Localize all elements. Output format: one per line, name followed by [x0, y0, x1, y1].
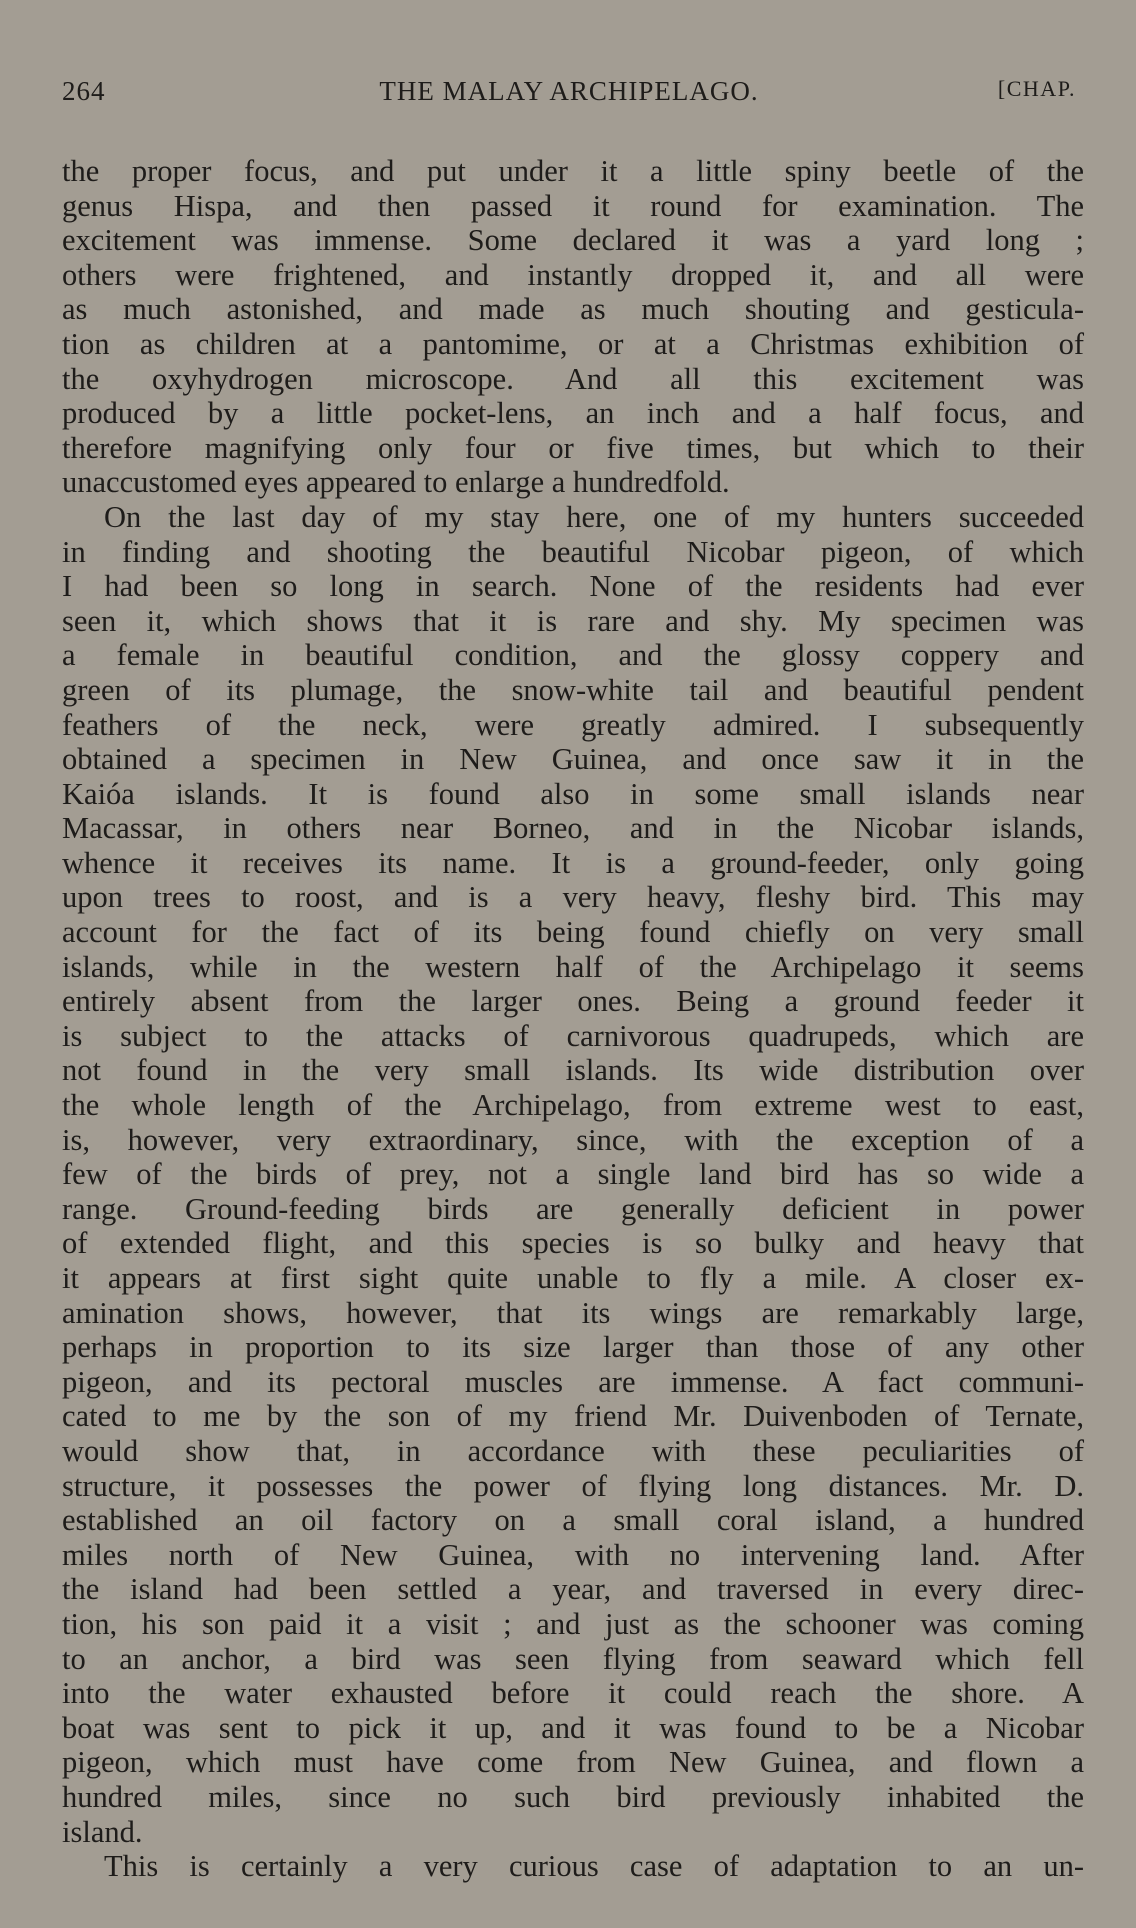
text-line: produced by a little pocket-lens, an inch and a half focus, and: [62, 396, 1084, 431]
paragraph-start-line: This is certainly a very curious case of adaptation to an un-: [104, 1849, 1084, 1884]
text-line: amination shows, however, that its wings are remarkably large,: [62, 1295, 1084, 1330]
text-line: islands, while in the western half of the Archipelago it seems: [62, 949, 1084, 984]
body-text: [62, 154, 1084, 1884]
text-line: genus Hispa, and then passed it round for examination. The: [62, 188, 1084, 223]
text-line: upon trees to roost, and is a very heavy, fleshy bird. This may: [62, 880, 1084, 915]
text-line: perhaps in proportion to its size larger than those of any other: [62, 1330, 1084, 1365]
text-line: obtained a specimen in New Guinea, and once saw it in the: [62, 742, 1084, 777]
text-line: pigeon, and its pectoral muscles are immense. A fact communi-: [62, 1364, 1084, 1399]
text-line: others were frightened, and instantly dropped it, and all were: [62, 257, 1084, 292]
text-line: seen it, which shows that it is rare and shy. My specimen was: [62, 603, 1084, 638]
text-line: feathers of the neck, were greatly admired. I subsequently: [62, 707, 1084, 742]
text-line: tion, his son paid it a visit ; and just as the schooner was coming: [62, 1606, 1084, 1641]
text-line: the island had been settled a year, and traversed in every direc-: [62, 1572, 1084, 1607]
text-line: cated to me by the son of my friend Mr. Duivenboden of Ternate,: [62, 1399, 1084, 1434]
text-line: green of its plumage, the snow-white tail and beautiful pendent: [62, 672, 1084, 707]
text-line: into the water exhausted before it could reach the shore. A: [62, 1676, 1084, 1711]
text-line: whence it receives its name. It is a ground-feeder, only going: [62, 845, 1084, 880]
text-line: the oxyhydrogen microscope. And all this excitement was: [62, 361, 1084, 396]
text-line: account for the fact of its being found chiefly on very small: [62, 915, 1084, 950]
text-line: Kaióa islands. It is found also in some small islands near: [62, 776, 1084, 811]
text-line: would show that, in accordance with these peculiarities of: [62, 1433, 1084, 1468]
text-line: a female in beautiful condition, and the glossy coppery and: [62, 638, 1084, 673]
text-line: tion as children at a pantomime, or at a Christmas exhibition of: [62, 326, 1084, 361]
text-line: boat was sent to pick it up, and it was found to be a Nicobar: [62, 1710, 1084, 1745]
text-line: I had been so long in search. None of the residents had ever: [62, 569, 1084, 604]
paragraph-end-line: island.: [62, 1814, 143, 1849]
paragraph-start-line: On the last day of my stay here, one of my hunters succeeded: [104, 499, 1084, 534]
text-line: to an anchor, a bird was seen flying from seaward which fell: [62, 1641, 1084, 1676]
text-line: entirely absent from the larger ones. Being a ground feeder it: [62, 984, 1084, 1019]
text-line: in finding and shooting the beautiful Nicobar pigeon, of which: [62, 534, 1084, 569]
text-line: established an oil factory on a small coral island, a hundred: [62, 1503, 1084, 1538]
text-line: is subject to the attacks of carnivorous quadrupeds, which are: [62, 1018, 1084, 1053]
text-line: excitement was immense. Some declared it was a yard long ;: [62, 223, 1084, 258]
text-line: Macassar, in others near Borneo, and in the Nicobar islands,: [62, 811, 1084, 846]
text-line: is, however, very extraordinary, since, with the exception of a: [62, 1122, 1084, 1157]
text-line: as much astonished, and made as much shouting and gesticula-: [62, 292, 1084, 327]
text-line: the whole length of the Archipelago, from extreme west to east,: [62, 1088, 1084, 1123]
running-title: THE MALAY ARCHIPELAGO.: [379, 76, 759, 106]
text-line: of extended flight, and this species is so bulky and heavy that: [62, 1226, 1084, 1261]
text-line: hundred miles, since no such bird previously inhabited the: [62, 1779, 1084, 1814]
page-header: [62, 76, 1076, 116]
text-line: it appears at first sight quite unable to fly a mile. A closer ex-: [62, 1261, 1084, 1295]
page-number: 264: [62, 76, 106, 106]
text-line: miles north of New Guinea, with no intervening land. After: [62, 1537, 1084, 1572]
text-line: pigeon, which must have come from New Guinea, and flown a: [62, 1745, 1084, 1780]
text-line: therefore magnifying only four or five times, but which to their: [62, 430, 1084, 465]
text-line: few of the birds of prey, not a single land bird has so wide a: [62, 1157, 1084, 1192]
text-line: structure, it possesses the power of flying long distances. Mr. D.: [62, 1468, 1084, 1503]
text-line: not found in the very small islands. Its wide distribution over: [62, 1053, 1084, 1088]
text-line: range. Ground-feeding birds are generally deficient in power: [62, 1191, 1084, 1226]
text-line: the proper focus, and put under it a little spiny beetle of the: [62, 154, 1084, 188]
paragraph-end-line: unaccustomed eyes appeared to enlarge a hundredfold.: [62, 465, 730, 500]
chapter-marker: [CHAP.: [997, 76, 1076, 101]
